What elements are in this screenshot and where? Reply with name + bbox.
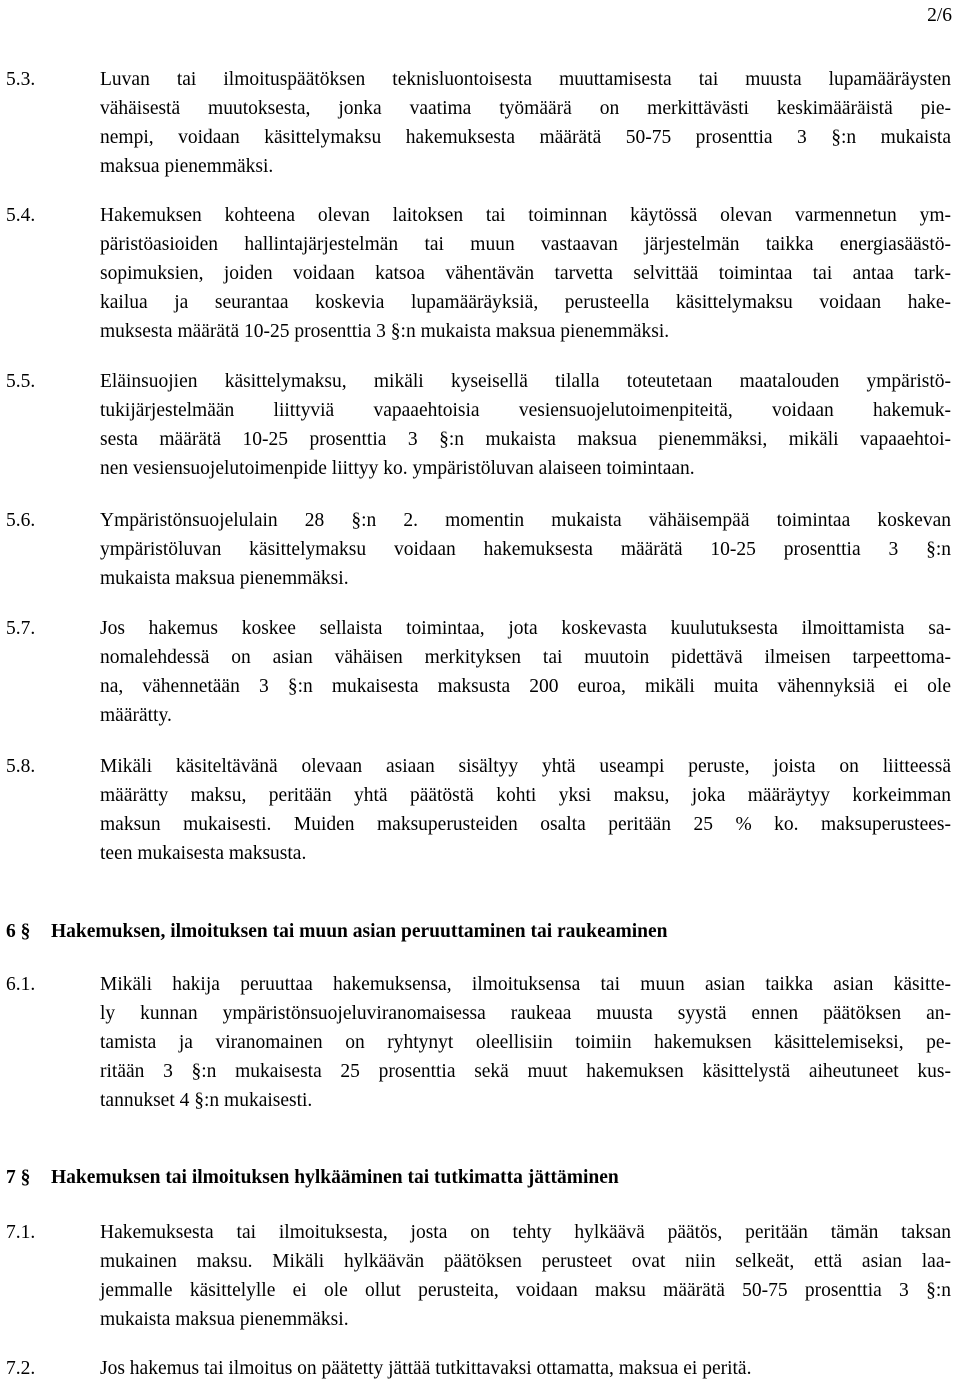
text-line: maksua pienemmäksi. (100, 156, 274, 177)
text-line: ympäristöluvan käsittelymaksu voidaan hakemuksesta määrätä 10-25 prosenttia 3 §:n (100, 539, 951, 560)
page-number: 2/6 (927, 5, 952, 26)
text-line: sopimuksien, joiden voidaan katsoa vähentävän tarvetta selvittää toimintaa tai antaa tark- (100, 263, 951, 284)
text-line: päristöasioiden hallintajärjestelmän tai muun vastaavan järjestelmän taikka energiasäästö- (100, 234, 951, 255)
text-line: Eläinsuojien käsittelymaksu, mikäli kyseisellä tilalla toteutetaan maatalouden ympäristö- (100, 371, 951, 392)
section-text (100, 65, 951, 181)
text-line: Hakemuksesta tai ilmoituksesta, josta on tehty hylkäävä päätös, peritään tämän taksan (100, 1222, 951, 1243)
section-text (100, 506, 951, 593)
text-line: mukainen maksu. Mikäli hylkäävän päätöksen perusteet ovat niin selkeät, että asian laa- (100, 1251, 951, 1272)
text-line: Mikäli käsiteltävänä olevaan asiaan sisältyy yhtä useampi peruste, joista on liitteessä (100, 756, 951, 777)
text-line: muksesta määrätä 10-25 prosenttia 3 §:n mukaista maksua pienemmäksi. (100, 321, 670, 342)
text-line: mukaista maksua pienemmäksi. (100, 1309, 349, 1330)
text-line: määrätty. (100, 705, 172, 726)
text-line: nempi, voidaan käsittelymaksu hakemuksesta määrätä 50-75 prosenttia 3 §:n mukaista (100, 127, 951, 148)
section-number: 7.2. (6, 1358, 36, 1379)
section-text (100, 1218, 951, 1334)
section-text (100, 752, 951, 868)
section-number: 5.5. (6, 371, 36, 392)
text-line: na, vähennetään 3 §:n mukaisesta maksusta 200 euroa, mikäli muita vähennyksiä ei ole (100, 676, 951, 697)
text-line: tukijärjestelmään liittyviä vapaaehtoisia vesiensuojelutoimenpiteitä, voidaan hakemuk- (100, 400, 951, 421)
section-text (100, 367, 951, 483)
text-line: tamista ja viranomainen on ryhtynyt oleellisiin toimiin hakemuksen käsittelemiseksi, pe- (100, 1032, 951, 1053)
section-text (100, 1354, 951, 1383)
text-line: teen mukaisesta maksusta. (100, 843, 307, 864)
text-line: nomalehdessä on asian vähäisen merkityksen tai muutoin pidettävä ilmeisen tarpeettoma- (100, 647, 951, 668)
text-line: Jos hakemus tai ilmoitus on päätetty jättää tutkittavaksi ottamatta, maksua ei peritä. (100, 1358, 752, 1379)
heading-title: Hakemuksen, ilmoituksen tai muun asian peruuttaminen tai raukeaminen (51, 921, 668, 942)
text-line: nen vesiensuojelutoimenpide liittyy ko. ympäristöluvan alaiseen toimintaan. (100, 458, 695, 479)
text-line: Hakemuksen kohteena olevan laitoksen tai toiminnan käytössä olevan varmennetun ym- (100, 205, 951, 226)
section-number: 5.7. (6, 618, 36, 639)
section-number: 6.1. (6, 974, 36, 995)
section-text (100, 614, 951, 730)
section-number: 5.3. (6, 69, 36, 90)
section-text (100, 970, 951, 1115)
section-number: 5.8. (6, 756, 36, 777)
heading-title: Hakemuksen tai ilmoituksen hylkääminen tai tutkimatta jättäminen (51, 1167, 619, 1188)
text-line: Luvan tai ilmoituspäätöksen teknisluontoisesta muuttamisesta tai muusta lupamääräysten (100, 69, 951, 90)
text-line: ly kunnan ympäristönsuojeluviranomaisessa raukeaa muusta syystä ennen päätöksen an- (100, 1003, 951, 1024)
text-line: maksun mukaisesti. Muiden maksuperusteiden osalta peritään 25 % ko. maksuperustees- (100, 814, 951, 835)
text-line: ritään 3 §:n mukaisesta 25 prosenttia sekä muut hakemuksen käsittelystä aiheutuneet kus- (100, 1061, 951, 1082)
section-text (100, 201, 951, 346)
text-line: tannukset 4 §:n mukaisesti. (100, 1090, 313, 1111)
text-line: määrätty maksu, peritään yhtä päätöstä kohti yksi maksu, joka määräytyy korkeimman (100, 785, 951, 806)
text-line: kailua ja seurantaa koskevia lupamääräyksiä, perusteella käsittelymaksu voidaan hake- (100, 292, 951, 313)
heading-number: 7 § (6, 1167, 31, 1188)
section-number: 5.4. (6, 205, 36, 226)
text-line: Jos hakemus koskee sellaista toimintaa, jota koskevasta kuulutuksesta ilmoittamista sa- (100, 618, 951, 639)
text-line: Ympäristönsuojelulain 28 §:n 2. momentin mukaista vähäisempää toimintaa koskevan (100, 510, 951, 531)
text-line: sesta määrätä 10-25 prosenttia 3 §:n mukaista maksua pienemmäksi, mikäli vapaaehtoi- (100, 429, 951, 450)
section-number: 5.6. (6, 510, 36, 531)
text-line: jemmalle käsittelylle ei ole ollut perusteita, voidaan maksu määrätä 50-75 prosenttia 3 §:n (100, 1280, 951, 1301)
section-number: 7.1. (6, 1222, 36, 1243)
heading-number: 6 § (6, 921, 31, 942)
text-line: vähäisestä muutoksesta, jonka vaatima työmäärä on merkittävästi keskimääräistä pie- (100, 98, 951, 119)
text-line: mukaista maksua pienemmäksi. (100, 568, 349, 589)
text-line: Mikäli hakija peruuttaa hakemuksensa, ilmoituksensa tai muun asian taikka asian käsitte- (100, 974, 951, 995)
